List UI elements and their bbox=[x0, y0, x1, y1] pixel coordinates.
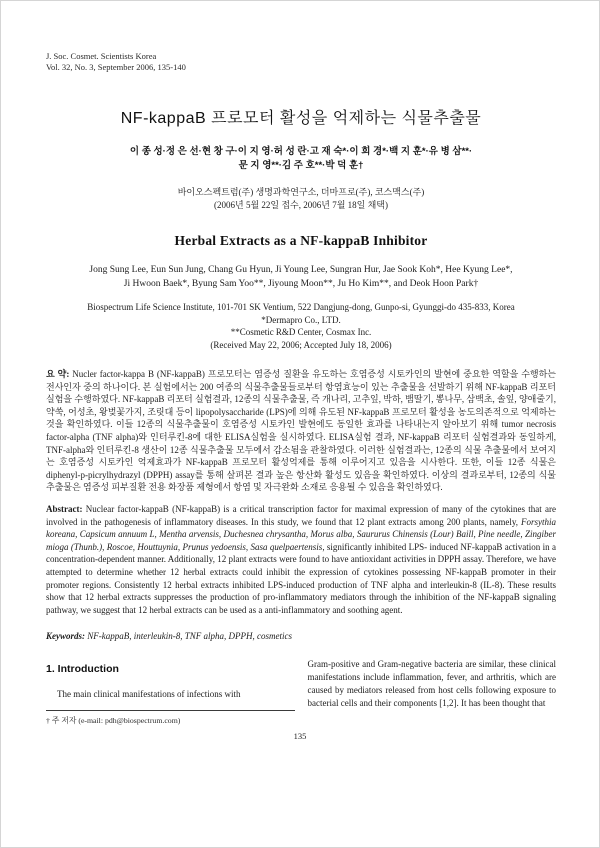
authors-english-line2: Ji Hwoon Baek*, Byung Sam Yoo**, Jiyoung Moon**, Ju Ho Kim**, and Deok Hoon Park† bbox=[123, 279, 479, 289]
abstract-korean bbox=[46, 368, 556, 494]
affiliation-korean-institutes: 바이오스펙트럼(주) 생명과학연구소, 더마프로(주), 코스맥스(주) bbox=[177, 187, 425, 197]
abstract-english-label: Abstract: bbox=[46, 503, 83, 514]
journal-volume-info: Vol. 32, No. 3, September 2006, 135-140 bbox=[46, 62, 186, 72]
footnote-block bbox=[46, 710, 295, 726]
left-column bbox=[46, 658, 295, 726]
introduction-heading: 1. Introduction bbox=[46, 663, 119, 676]
authors-korean-line1: 이 종 성·정 은 선·현 창 구·이 지 영·허 성 란·고 재 숙*·이 희 경*·백 지 훈*·유 병 삼**· bbox=[129, 146, 473, 157]
affiliation-dermapro: *Dermapro Co., LTD. bbox=[261, 314, 341, 325]
keywords-line bbox=[46, 631, 556, 641]
two-column-body bbox=[46, 658, 556, 726]
page-content bbox=[1, 1, 599, 726]
affiliation-korean bbox=[46, 186, 556, 212]
abstract-english bbox=[46, 503, 556, 616]
affiliation-primary: Biospectrum Life Science Institute, 101-701 SK Ventium, 522 Dangjung-dong, Gunpo-si, Gyunggi-do 435-833, Korea bbox=[87, 302, 515, 312]
paper-title-korean: NF-kappaB 프로모터 활성을 억제하는 식물추출물 bbox=[120, 110, 482, 127]
authors-english-line1: Jong Sung Lee, Eun Sun Jung, Chang Gu Hyun, Ji Young Lee, Sungran Hur, Jae Sook Koh*, Hee Kyung Lee*, bbox=[89, 265, 513, 275]
affiliations-english bbox=[46, 301, 556, 351]
page-number: 135 bbox=[293, 731, 307, 741]
keywords-text: NF-kappaB, interleukin-8, TNF alpha, DPPH, cosmetics bbox=[85, 631, 292, 642]
corresponding-author-footnote: † 주 저자 (e-mail: pdh@biospectrum.com) bbox=[46, 716, 181, 726]
footnote-divider bbox=[46, 710, 295, 711]
paper-title-english: Herbal Extracts as a NF-kappaB Inhibitor bbox=[174, 233, 428, 248]
authors-korean-line2: 문 지 영**·김 주 호**·박 덕 훈† bbox=[238, 160, 364, 171]
received-accepted-dates: (Received May 22, 2006; Accepted July 18, 2006) bbox=[210, 339, 392, 350]
affiliation-cosmax: **Cosmetic R&D Center, Cosmax Inc. bbox=[230, 327, 372, 337]
right-column bbox=[308, 658, 557, 726]
journal-header bbox=[46, 51, 556, 73]
abstract-korean-text: Nucler factor-kappa B (NF-kappaB) 프로모터는 염증성 질환을 유도하는 호염증성 시토카인의 발현에 중요한 역할을 수행하는 전사인자 중의 하나이다. 본 실험에서는 200 여종의 식물추출물들로부터 항염효능이 있는 추출물을 선발하기 위해 NF-kappaB 리포터 실험을 수행하였다. NF-kappaB 리포터 실험결과, 12종의 식물추출물, 즉 개나리, 고추잎, 박하, 뱀딸기, 뽕나무, 삼백초, 솔잎, 양애줄기, 약쑥, 어성초, 왕벚꽃가지, 조릿대 등이 lipopolysaccharide (LPS)에 의해 유도된 NF-kappaB 프로모터 활성을 농도의존적으로 억제하는 것을 확인하였다. 이들 12종의 식물추출물이 호염증성 시토카인 발현에도 동일한 효과를 나타내는지 알아보기 위해 tumor necrosis factor-alpha (TNF alpha)와 인터루킨-8에 대한 ELISA실험을 실시하였다. ELISA실험 결과, NF-kappaB 리포터 실험결과와 동일하게, TNF-alpha와 인터루킨-8 생산이 12종 식물추출물 모두에서 감소됨을 관찰하였다. 이러한 실험결과는, 12종의 식물 추출물에서 보여지는 호염증성 시토카인 억제효과가 NF-kappaB 프로모터 활성억제를 통해 이루어지고 있음을 시사한다. 또한, 이들 12종 식물은 diphenyl-p-picrylhydrazyl (DPPH) assay를 통해 살펴본 결과 높은 항산화 활성도 있음을 확인하였다. 이상의 결과로부터, 12종의 식물 추출물은 염증성 피부질환 전용 화장품 제형에서 항염 및 자극완화 소재로 응용될 수 있음을 확인하였다. bbox=[46, 369, 557, 493]
authors-korean bbox=[46, 145, 556, 173]
keywords-label: Keywords: bbox=[46, 631, 85, 642]
received-date-korean: (2006년 5월 22일 접수, 2006년 7월 18일 채택) bbox=[214, 200, 388, 210]
introduction-right-paragraph: Gram-positive and Gram-negative bacteria are similar, these clinical manifestations include inflammation, fever, and arthritis, which are caused by mediators released from host cells following exposure to bacterial cells and their components [1,2]. It has been thought that bbox=[307, 659, 556, 708]
authors-english bbox=[46, 263, 556, 291]
journal-name: J. Soc. Cosmet. Scientists Korea bbox=[46, 51, 157, 61]
introduction-left-paragraph: The main clinical manifestations of infections with bbox=[57, 689, 241, 700]
abstract-korean-label: 요 약: bbox=[46, 369, 70, 379]
abstract-english-text: Nuclear factor-kappaB (NF-kappaB) is a critical transcription factor for maximal expression of many of the cytokines that are involved in the pathogenesis of inflammatory diseases. In this study, we found that 12 plant extracts among 200 plants, namely, Forsythia koreana, Capsicum annuum L, Mentha arvensis, Duchesnea chrysantha, Morus alba, Saururus Chinensis (Lour) Baill, Pine needle, Zingiber mioga (Thunb.), Roscoe, Houttuynia, Prunus yedoensis, Sasa quelpaertensis, significantly inhibited LPS- induced NF-kappaB activation in a concentration-dependent manner. Additionally, 12 plant extracts were found to have antioxidant activities in DPPH assay. Therefore, we have attempted to determine whether 12 herbal extracts could inhibit the expression of cytokines possessing NF-kappaB promoter in their promoter regions. Consistently 12 herbal extracts inhibited LPS-induced production of TNF alpha and interleukin-8 (IL-8). These results show that 12 herbal extracts suppresses the production of pro-inflammatory mediators through the inhibition of the NF-kappaB signaling pathway, we suggest that 12 herbal extracts can be used as a anti-inflammatory and soothing agent. bbox=[46, 503, 556, 615]
